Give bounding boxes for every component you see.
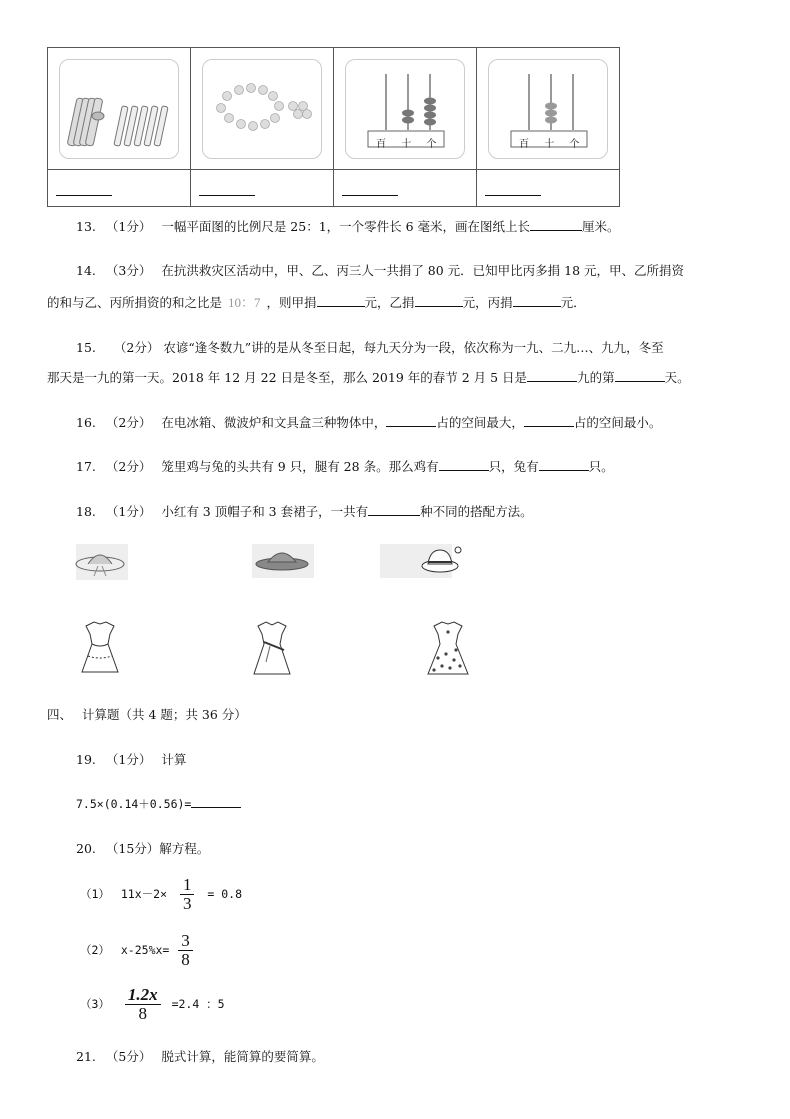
question-number: 18. — [76, 504, 96, 519]
question-text: 元． — [560, 295, 586, 310]
question-text: 在抗洪救灾区活动中，甲、乙、丙三人一共捐了 80 元．已知甲比丙多捐 18 元，甲、乙所捐资 — [161, 263, 685, 278]
section-heading — [47, 705, 247, 723]
question-19 — [76, 750, 186, 768]
hat-1-icon — [76, 544, 128, 580]
answer-cell-2[interactable] — [191, 170, 334, 207]
equation-2 — [80, 932, 193, 969]
question-score: （2分） — [105, 415, 152, 430]
abacus-label-hundreds: 百 — [519, 138, 529, 150]
question-number: 13. — [76, 219, 96, 234]
question-text: 占的空间最小。 — [573, 415, 662, 430]
sticks-bundle-illustration — [60, 60, 178, 158]
question-text: ，则甲捐 — [266, 295, 317, 310]
question-score: （3分） — [105, 263, 152, 278]
question-number: 17. — [76, 459, 96, 474]
answer-blank[interactable] — [513, 293, 561, 307]
question-text: 解方程。 — [159, 841, 210, 856]
section-title: 计算题（共 4 题；共 36 分） — [82, 707, 247, 722]
dress-3-icon — [428, 622, 468, 674]
question-number: 14. — [76, 263, 96, 278]
question-20 — [76, 839, 209, 857]
answer-blank[interactable] — [342, 187, 398, 196]
question-text: 元，乙捐 — [364, 295, 415, 310]
question-13 — [76, 217, 620, 235]
question-number: 19. — [76, 752, 96, 767]
fraction — [178, 932, 193, 969]
question-15-line-2 — [47, 368, 690, 386]
answer-blank[interactable] — [439, 457, 489, 471]
answer-blank[interactable] — [317, 293, 365, 307]
numerator: 1.2x — [125, 986, 161, 1005]
question-19-expression — [76, 794, 241, 812]
question-text: 元，丙捐 — [462, 295, 513, 310]
math-expression: 7.5×(0.14＋0.56)= — [76, 797, 192, 811]
answer-blank[interactable] — [485, 187, 541, 196]
denominator: 3 — [182, 894, 192, 913]
abacus-label-hundreds: 百 — [376, 138, 386, 150]
question-text: 在电冰箱、微波炉和文具盒三种物体中， — [161, 415, 387, 430]
equation-index: （1） — [80, 887, 110, 901]
question-21 — [76, 1047, 324, 1065]
denominator: 8 — [181, 950, 190, 969]
question-score: （2分） — [105, 459, 152, 474]
fraction — [125, 986, 161, 1023]
figure-table — [47, 47, 620, 207]
figure-cell-abacus-1 — [334, 48, 477, 170]
question-text: 的和与乙、丙所捐资的和之比是 — [47, 295, 223, 310]
equation-text: =2.4 ：5 — [171, 997, 225, 1011]
question-text: 一幅平面图的比例尺是 25：1，一个零件长 6 毫米，画在图纸上长 — [161, 219, 531, 234]
answer-cell-3[interactable] — [334, 170, 477, 207]
question-14 — [76, 261, 684, 279]
equation-text: 11x－2× — [120, 887, 167, 901]
figure-cell-abacus-2 — [477, 48, 620, 170]
denominator: 8 — [138, 1004, 147, 1023]
question-score: （1分） — [105, 752, 152, 767]
hats-and-dresses-illustration — [70, 538, 490, 688]
answer-blank[interactable] — [539, 457, 589, 471]
question-16 — [76, 413, 661, 431]
question-score: （1分） — [105, 504, 152, 519]
equation-1 — [80, 876, 242, 913]
question-text: 只，兔有 — [488, 459, 539, 474]
question-text: 计算 — [161, 752, 187, 767]
equation-text: = 0.8 — [207, 887, 242, 901]
answer-blank[interactable] — [56, 187, 112, 196]
question-text: 笼里鸡与兔的头共有 9 只，腿有 28 条。那么鸡有 — [161, 459, 439, 474]
figure-cell-beads — [191, 48, 334, 170]
question-18 — [76, 502, 533, 520]
figure-cell-bundles — [48, 48, 191, 170]
question-number: 16. — [76, 415, 96, 430]
question-text: 占的空间最大， — [436, 415, 524, 430]
question-text: 种不同的搭配方法。 — [420, 504, 533, 519]
question-text: 只。 — [588, 459, 614, 474]
question-score: （15分） — [105, 841, 160, 856]
question-score: （5分） — [105, 1049, 152, 1064]
abacus-card-1 — [345, 59, 465, 159]
dress-1-icon — [82, 622, 118, 672]
answer-blank[interactable] — [524, 413, 574, 427]
question-text: 天。 — [664, 370, 690, 385]
question-text: 小红有 3 顶帽子和 3 套裙子，一共有 — [161, 504, 369, 519]
abacus-label-tens: 十 — [544, 138, 555, 150]
question-text: 农谚“逢冬数九”讲的是从冬至日起，每九天分为一段，依次称为一九、二九…、九九，冬至 — [163, 340, 664, 355]
question-number: 21. — [76, 1049, 96, 1064]
question-15 — [76, 338, 664, 356]
beads-card — [202, 59, 322, 159]
answer-blank[interactable] — [415, 293, 463, 307]
question-score: （1分） — [105, 219, 152, 234]
ratio-figure: 10：7 — [228, 295, 261, 310]
hat-3-icon — [380, 544, 461, 578]
beads-ring-illustration — [203, 60, 321, 158]
answer-blank[interactable] — [191, 794, 241, 808]
answer-blank[interactable] — [386, 413, 436, 427]
abacus-label-tens: 十 — [401, 138, 412, 150]
equation-index: （2） — [80, 943, 110, 957]
question-text: 厘米。 — [582, 219, 620, 234]
abacus-label-ones: 个 — [569, 138, 580, 150]
answer-blank[interactable] — [527, 368, 577, 382]
question-number: 20. — [76, 841, 96, 856]
question-14-line-2 — [47, 292, 586, 311]
section-number: 四、 — [47, 707, 73, 722]
question-text: 那天是一九的第一天。2018 年 12 月 22 日是冬至，那么 2019 年的春节 2 月 5 日是 — [47, 370, 528, 385]
numerator: 1 — [180, 876, 195, 895]
bundles-card — [59, 59, 179, 159]
question-score: （2分） — [113, 340, 160, 355]
fraction — [180, 876, 195, 913]
answer-blank[interactable] — [368, 502, 420, 516]
question-17 — [76, 457, 614, 475]
answer-blank[interactable] — [530, 217, 582, 231]
question-number: 15. — [76, 340, 96, 355]
question-text: 脱式计算，能简算的要简算。 — [161, 1049, 324, 1064]
equation-3 — [80, 986, 225, 1023]
abacus-base-labels — [376, 135, 436, 150]
question-text: 九的第 — [577, 370, 615, 385]
dress-2-icon — [254, 622, 290, 674]
abacus-base-labels — [519, 135, 579, 150]
hat-2-icon — [252, 544, 314, 578]
answer-cell-1[interactable] — [48, 170, 191, 207]
abacus-card-2 — [488, 59, 608, 159]
answer-blank[interactable] — [615, 368, 665, 382]
numerator: 3 — [178, 932, 193, 951]
equation-index: （3） — [80, 997, 110, 1011]
answer-blank[interactable] — [199, 187, 255, 196]
equation-text: x-25%x= — [120, 943, 170, 957]
answer-cell-4[interactable] — [477, 170, 620, 207]
abacus-label-ones: 个 — [426, 138, 437, 150]
